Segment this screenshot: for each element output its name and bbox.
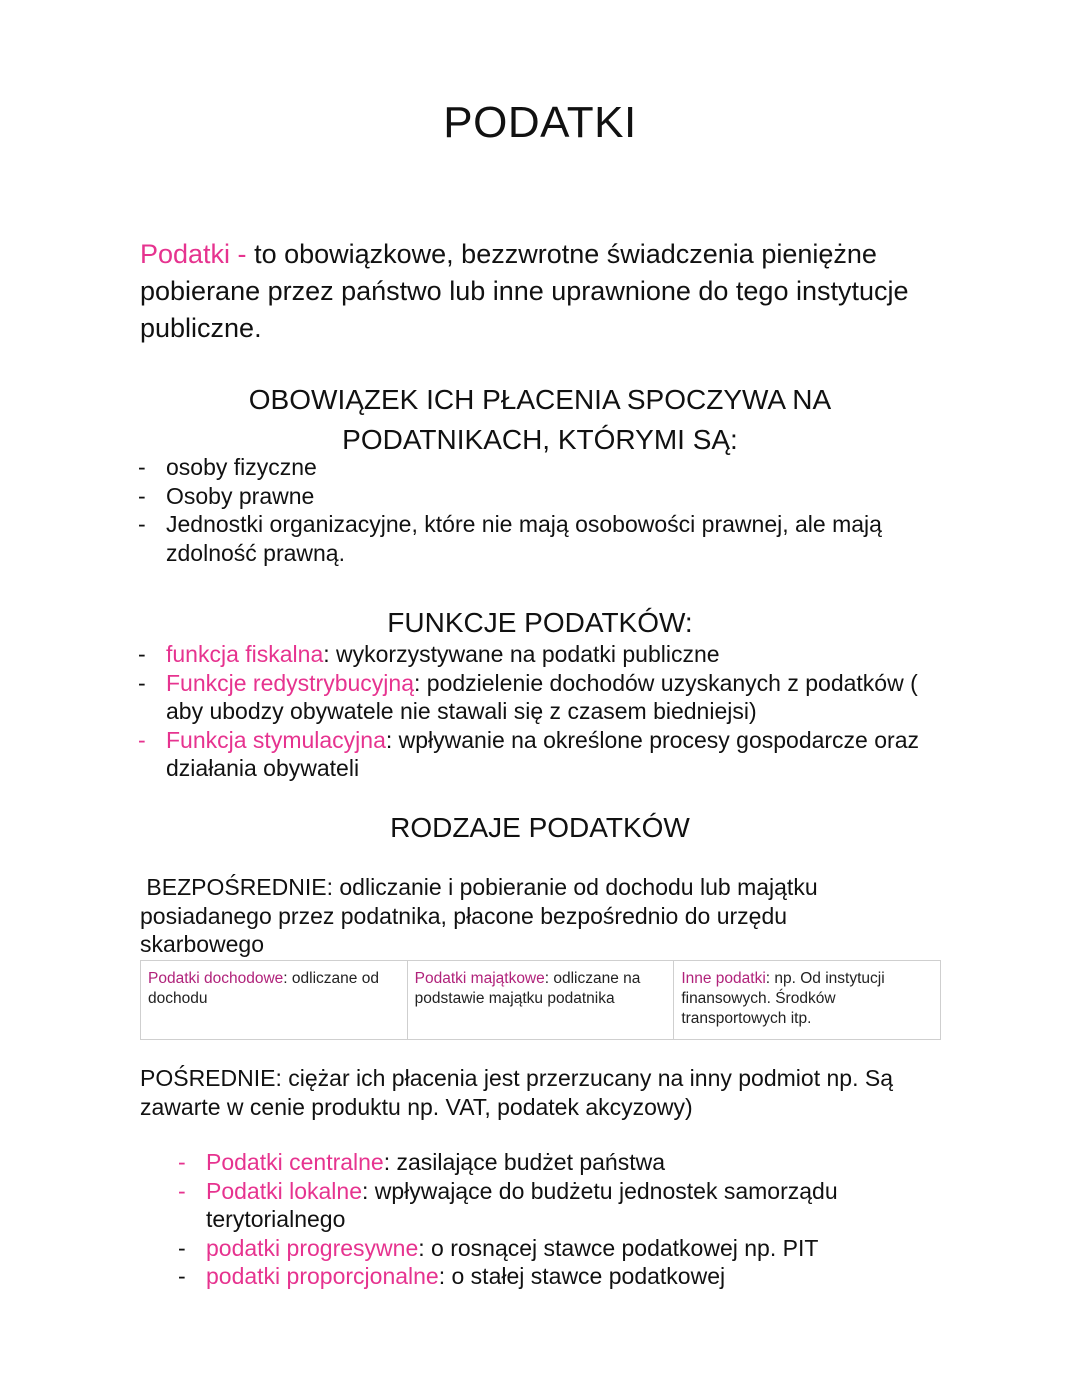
- indirect-text: : ciężar ich płacenia jest przerzucany na inny podmiot np. Są zawarte w cenie produktu np. VAT, podatek akcyzowy): [140, 1065, 893, 1120]
- definition-term: Podatki -: [140, 239, 255, 269]
- definition-text: to obowiązkowe, bezzwrotne świadczenia pieniężne pobierane przez państwo lub inne uprawnione do tego instytucje publiczne.: [140, 239, 909, 343]
- table-cell: Podatki dochodowe: odliczane od dochodu: [141, 961, 408, 1040]
- dash-bullet: -: [178, 1263, 186, 1289]
- direct-taxes-table: [140, 960, 941, 1040]
- table-row: [141, 961, 941, 1040]
- types-heading: RODZAJE PODATKÓW: [390, 812, 690, 843]
- obligation-heading-line2: PODATNIKACH, KTÓRYMI SĄ:: [342, 424, 738, 455]
- direct-taxes-paragraph: [140, 873, 910, 959]
- page-title: PODATKI: [443, 98, 637, 147]
- list-item: - Osoby prawne: [138, 482, 315, 509]
- obligation-heading-line1: OBOWIĄZEK ICH PŁACENIA SPOCZYWA NA: [248, 384, 832, 415]
- functions-list: [138, 640, 938, 783]
- dash-bullet: -: [138, 726, 146, 753]
- list-item: - Funkcja stymulacyjna: wpływanie na określone procesy gospodarcze oraz działania obywateli: [138, 726, 919, 781]
- list-item: - funkcja fiskalna: wykorzystywane na podatki publiczne: [138, 641, 720, 667]
- dash-bullet: -: [138, 454, 146, 480]
- definition-paragraph: [140, 236, 960, 347]
- functions-heading: FUNKCJE PODATKÓW:: [387, 607, 693, 638]
- direct-label: BEZPOŚREDNIE: [146, 874, 327, 900]
- dash-bullet: -: [138, 641, 146, 667]
- dash-bullet: -: [178, 1177, 186, 1204]
- dash-bullet: -: [178, 1234, 186, 1261]
- table-cell: Inne podatki: np. Od instytucji finansowych. Środków transportowych itp.: [674, 961, 941, 1040]
- dash-bullet: -: [138, 669, 146, 696]
- dash-bullet: -: [178, 1149, 186, 1175]
- dash-bullet: -: [138, 511, 146, 537]
- list-item: - osoby fizyczne: [138, 454, 317, 480]
- obligation-heading: [0, 380, 1080, 460]
- indirect-taxes-paragraph: [140, 1064, 930, 1121]
- list-item: - Podatki centralne: zasilające budżet państwa: [178, 1149, 666, 1175]
- indirect-label: POŚREDNIE: [140, 1065, 276, 1091]
- direct-text: : odliczanie i pobieranie od dochodu lub majątku posiadanego przez podatnika, płacone bezpośrednio do urzędu skarbowego: [140, 874, 818, 957]
- list-item: - Podatki lokalne: wpływające do budżetu jednostek samorządu terytorialnego: [178, 1177, 838, 1232]
- list-item: - podatki progresywne: o rosnącej stawce podatkowej np. PIT: [178, 1234, 819, 1261]
- table-cell: Podatki majątkowe: odliczane na podstawie majątku podatnika: [407, 961, 674, 1040]
- taxpayers-list: [138, 453, 908, 567]
- dash-bullet: -: [138, 482, 146, 509]
- list-item: - Jednostki organizacyjne, które nie mają osobowości prawnej, ale mają zdolność prawną.: [138, 511, 882, 566]
- tax-categories-list: [178, 1148, 918, 1291]
- list-item: - Funkcje redystrybucyjną: podzielenie dochodów uzyskanych z podatków ( aby ubodzy obywatele nie stawali się z czasem biedniejsi): [138, 669, 918, 724]
- list-item: - podatki proporcjonalne: o stałej stawce podatkowej: [178, 1263, 726, 1289]
